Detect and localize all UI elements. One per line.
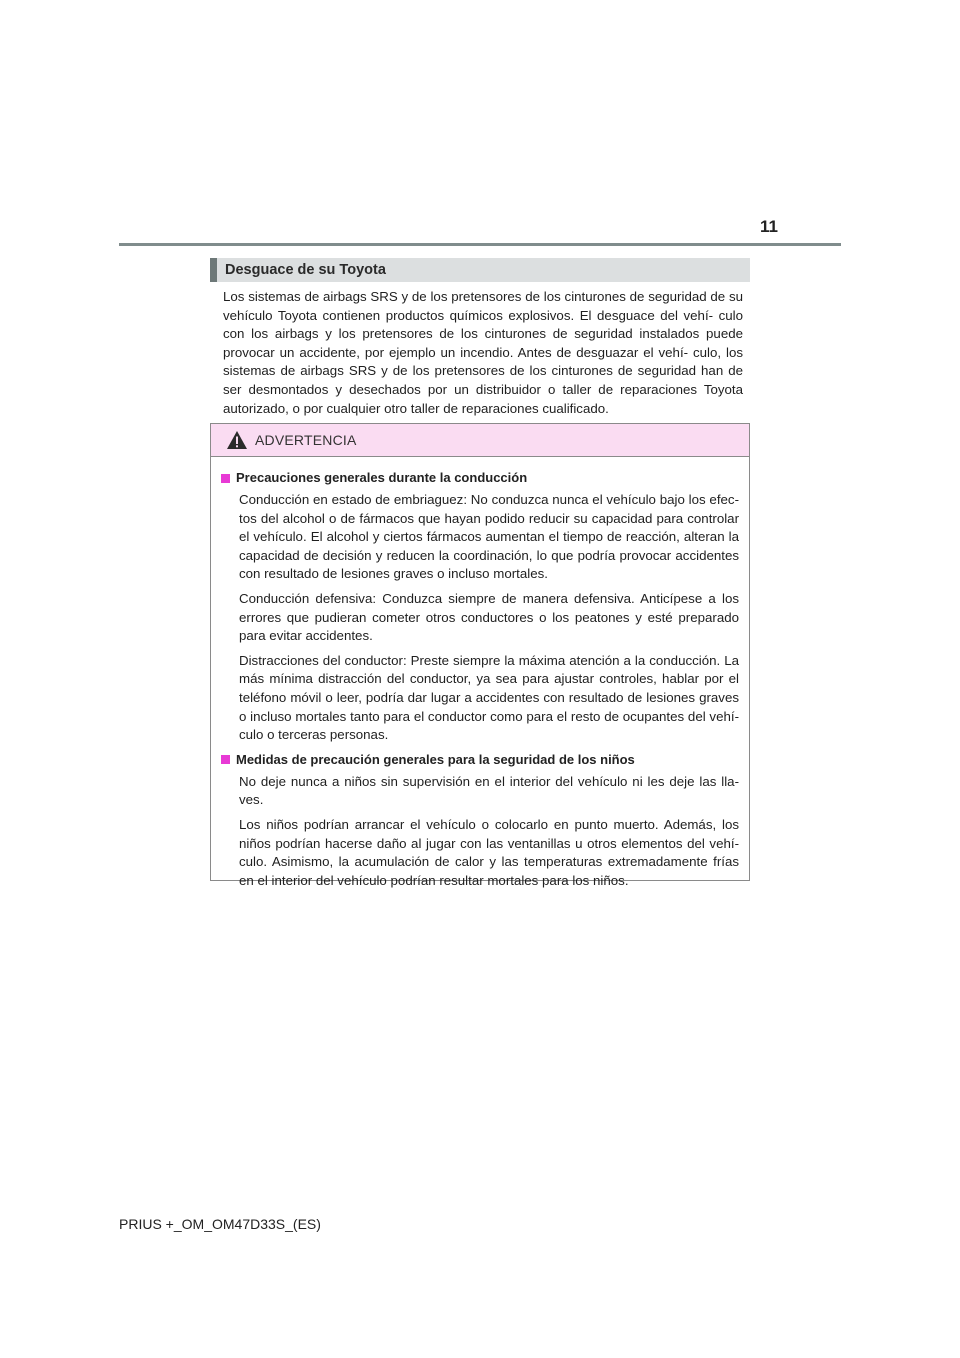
pink-square-bullet-icon (221, 755, 230, 764)
section-intro: Los sistemas de airbags SRS y de los pretensores de los cinturones de seguridad de su vehículo Toyota contienen productos químicos explosivos. El desguace del vehí- culo con los airbags y los pretensores de los cinturones de seguridad instalados puede provocar un accidente, por ejemplo un incendio. Antes de desguazar el vehí- culo, los sistemas de airbags SRS y de los pretensores de los cinturones de seguridad han de ser desmontados y desechados por un distribuidor o taller de reparaciones Toyota autorizado, o por cualquier otro taller de reparaciones cualificado. (223, 289, 743, 416)
section-title: Desguace de su Toyota (225, 262, 386, 278)
section-header (210, 258, 750, 282)
warning-paragraph: Conducción en estado de embriaguez: No conduzca nunca el vehículo bajo los efec- tos del alcohol o de fármacos que hayan podido reducir su capacidad para controlar el vehículo. El alcohol y ciertos fármacos aumentan el tiempo de reacción, alteran la capacidad de decisión y reducen la coordinación, lo que podría provocar accidentes con resultado de lesiones graves o incluso mortales. (239, 492, 739, 582)
warning-body (211, 457, 749, 890)
warning-paragraph: Los niños podrían arrancar el vehículo o colocarlo en punto muerto. Además, los niños podrían hacerse daño al jugar con las ventanillas u otros elementos del vehí- culo. Asimismo, la acumulación de calor y las temperaturas extremadamente frías en el interior del vehículo podrían resultar mortales para los niños. (239, 816, 739, 888)
warning-header (211, 424, 749, 457)
warning-paragraph: Distracciones del conductor: Preste siempre la máxima atención a la conducción. La más mínima distracción del conductor, ya sea para ajustar controles, hablar por el teléfono móvil o leer, podría dar lugar a accidentes con resultado de lesiones graves o incluso mortales tanto para el conductor como para el resto de ocupantes del vehí- culo o terceras personas. (239, 652, 739, 743)
warning-item-heading: Medidas de precaución generales para la seguridad de los niños (221, 751, 739, 769)
warning-paragraph: Conducción defensiva: Conduzca siempre de manera defensiva. Anticípese a los errores que pudieran cometer otros conductores o los peatones y esté preparado para evitar accidentes. (239, 590, 739, 644)
warning-paragraph: No deje nunca a niños sin supervisión en el interior del vehículo ni les deje las lla- ves. (239, 773, 739, 808)
header-rule (119, 243, 841, 246)
document-footer: PRIUS +_OM_OM47D33S_(ES) (119, 1216, 321, 1232)
page-number: 11 (760, 217, 778, 236)
warning-item-heading: Precauciones generales durante la conducción (221, 469, 739, 487)
warning-triangle-icon (226, 430, 248, 450)
pink-square-bullet-icon (221, 474, 230, 483)
warning-box (210, 423, 750, 888)
warning-title: ADVERTENCIA (255, 432, 357, 448)
